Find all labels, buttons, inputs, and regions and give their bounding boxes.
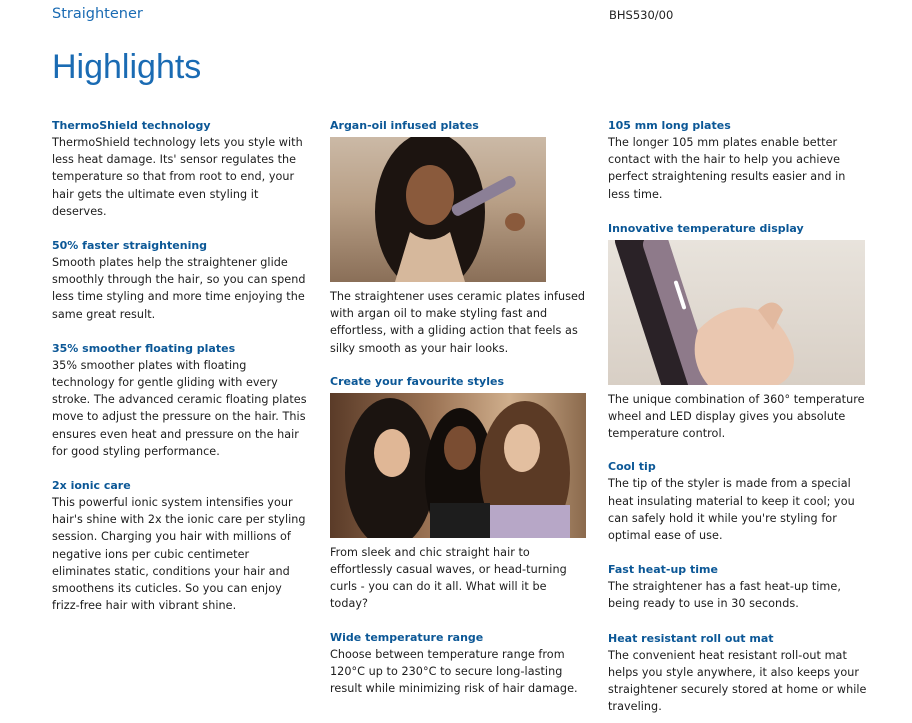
- column-left: [52, 117, 308, 614]
- feature-heading: Heat resistant roll out mat: [608, 631, 774, 645]
- column-middle: [330, 117, 588, 697]
- feature-description: 35% smoother plates with floating technology for gentle gliding with every stroke. The advanced ceramic floating plates move to adjust the pressure on the hair. This ensures even heat and pressure on the hair for good styling performance.: [52, 358, 307, 458]
- woman-straightening-hair-photo: [330, 137, 546, 282]
- feature-description: This powerful ionic system intensifies your hair's shine with 2x the ionic care per styling session. Charging you hair with millions of negative ions per cubic centimeter eliminates static, conditions your hair and smoothens its cuticles. So you can enjoy frizz-free hair with vibrant shine.: [52, 496, 306, 613]
- feature-roll-out-mat: [608, 630, 870, 716]
- feature-faster-straightening: [52, 237, 308, 323]
- product-category: Straightener: [52, 6, 143, 22]
- feature-fast-heat-up: [608, 561, 870, 612]
- straightener-closeup-photo: [608, 240, 865, 385]
- feature-description: From sleek and chic straight hair to effortlessly casual waves, or head-turning curls - you can do it all. What will it be today?: [330, 545, 567, 611]
- three-women-hairstyles-photo: [330, 393, 586, 538]
- feature-heading: 105 mm long plates: [608, 119, 731, 132]
- feature-description: ThermoShield technology lets you style with less heat damage. Its' sensor regulates the temperature so that from root to end, your hair gets the ultimate even styling it deserves.: [52, 136, 303, 218]
- feature-description: Smooth plates help the straightener glide smoothly through the hair, so you can spend less time styling and more time enjoying the same great result.: [52, 256, 306, 321]
- page-title: Highlights: [52, 48, 202, 86]
- feature-description: Choose between temperature range from 120°C up to 230°C to secure long-lasting result while minimizing risk of hair damage.: [330, 647, 578, 696]
- feature-heading: Create your favourite styles: [330, 374, 505, 388]
- product-code: BHS530/00: [609, 8, 674, 22]
- feature-heading: ThermoShield technology: [52, 119, 211, 132]
- feature-floating-plates: [52, 340, 308, 460]
- feature-heading: Wide temperature range: [330, 630, 484, 644]
- feature-long-plates: [608, 117, 870, 203]
- column-right: [608, 117, 870, 715]
- feature-heading: Argan-oil infused plates: [330, 119, 479, 132]
- feature-description: The straightener uses ceramic plates infused with argan oil to make styling fast and effortless, with a gliding action that feels as silky smooth as your hair looks.: [330, 290, 586, 355]
- feature-heading: 2x ionic care: [52, 479, 131, 493]
- feature-heading: Innovative temperature display: [608, 221, 804, 235]
- feature-heading: Cool tip: [608, 460, 656, 474]
- feature-heading: 35% smoother floating plates: [52, 341, 236, 355]
- feature-description: The straightener has a fast heat-up time, being ready to use in 30 seconds.: [608, 580, 841, 611]
- feature-thermoshield: [52, 117, 308, 220]
- feature-temperature-range: [330, 629, 588, 698]
- feature-cool-tip: [608, 458, 870, 544]
- feature-heading: Fast heat-up time: [608, 563, 718, 577]
- feature-favourite-styles: [330, 373, 588, 613]
- feature-description: The longer 105 mm plates enable better contact with the hair to help you achieve perfect straightening results easier and in less time.: [608, 136, 846, 201]
- feature-description: The tip of the styler is made from a special heat insulating material to keep it cool; you can safely hold it while you're styling for optimal ease of use.: [608, 477, 855, 543]
- feature-ionic-care: [52, 477, 308, 614]
- feature-temperature-display: [608, 220, 870, 443]
- feature-heading: 50% faster straightening: [52, 239, 208, 253]
- feature-description: The convenient heat resistant roll-out mat helps you style anywhere, it also keeps your straightener securely stored at home or while traveling.: [608, 648, 867, 714]
- feature-argan-oil: [330, 117, 588, 357]
- feature-description: The unique combination of 360° temperature wheel and LED display gives you absolute temperature control.: [608, 392, 865, 441]
